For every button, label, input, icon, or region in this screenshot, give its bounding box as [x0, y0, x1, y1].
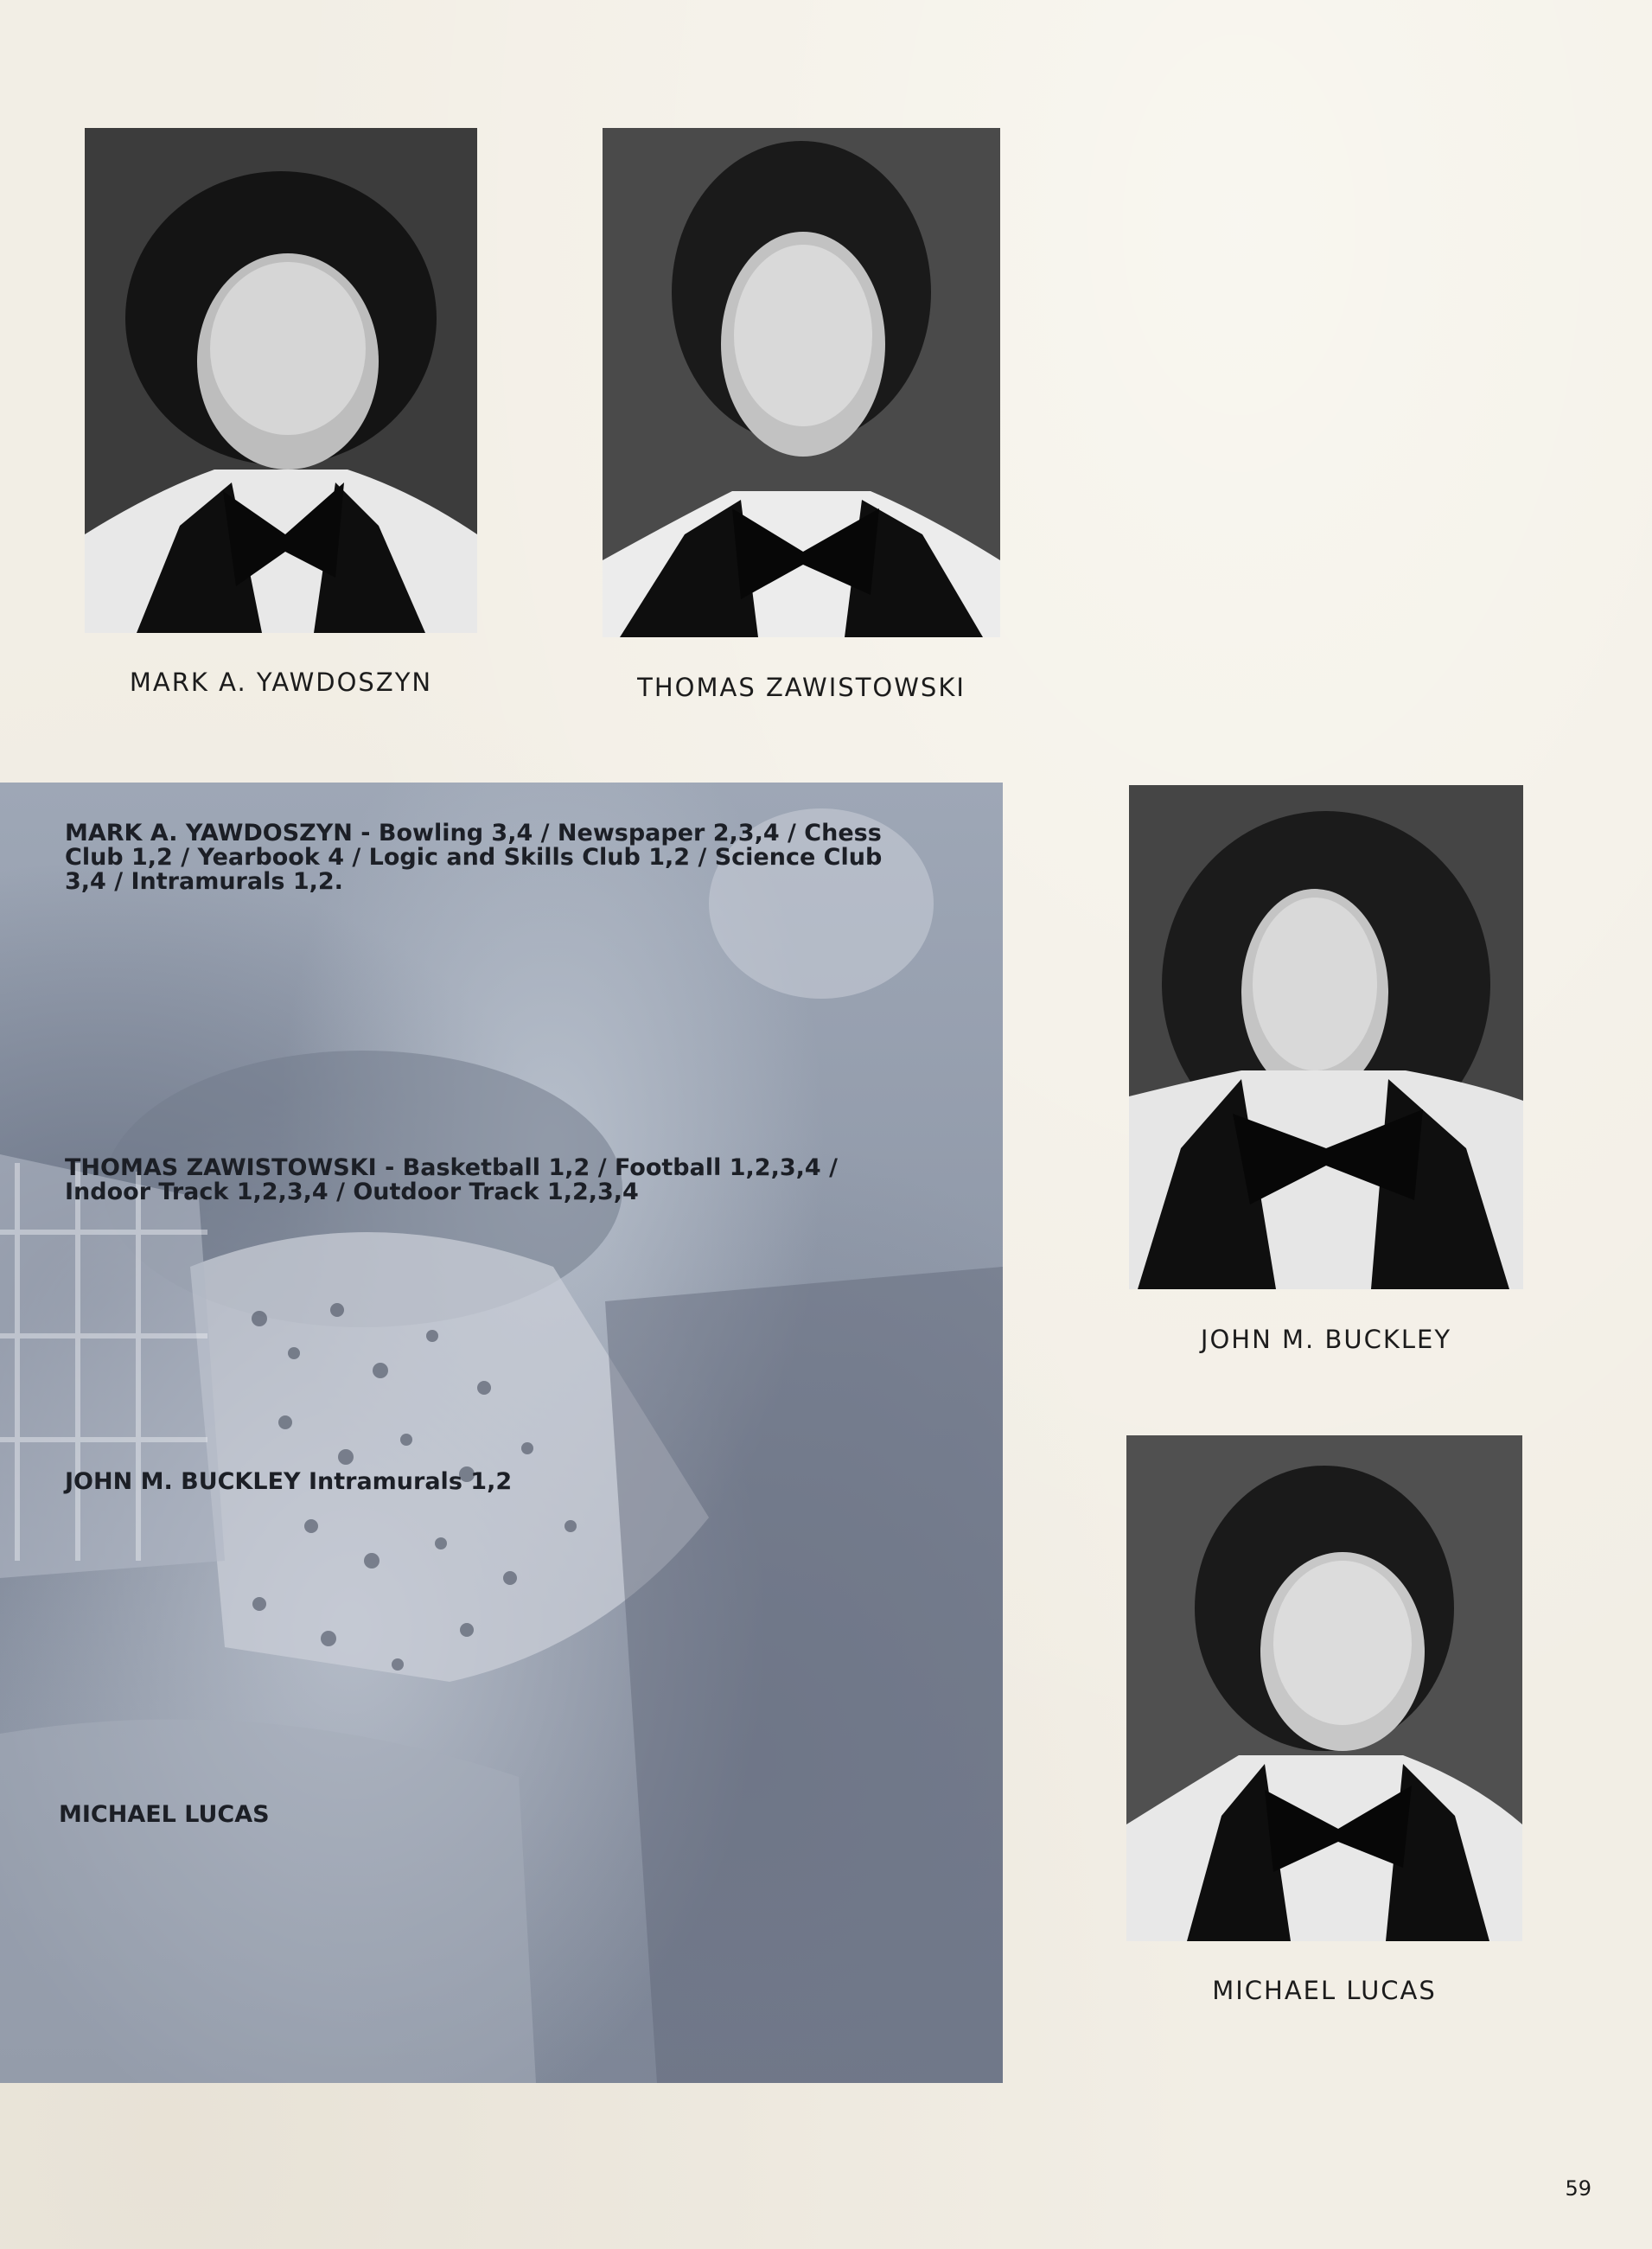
- portrait-photo-buckley: [1129, 785, 1523, 1289]
- activity-text-yawdoszyn: MARK A. YAWDOSZYN - Bowling 3,4 / Newspaper 2,3,4 / Chess Club 1,2 / Yearbook 4 / Logic and Skills Club 1,2 / Science Club 3,4 / Intramurals 1,2.: [65, 820, 883, 895]
- portrait-photo-yawdoszyn: [85, 128, 477, 633]
- activity-text-lucas: MICHAEL LUCAS: [59, 1801, 270, 1828]
- portrait-caption: MARK A. YAWDOSZYN: [129, 668, 433, 697]
- portrait-caption: THOMAS ZAWISTOWSKI: [637, 673, 966, 702]
- page-number: 59: [1565, 2176, 1591, 2201]
- candid-photo: [0, 783, 1003, 2083]
- portrait-caption: MICHAEL LUCAS: [1212, 1976, 1437, 2005]
- activity-text-zawistowski: THOMAS ZAWISTOWSKI - Basketball 1,2 / Football 1,2,3,4 / Indoor Track 1,2,3,4 / Outdoor Track 1,2,3,4: [65, 1154, 838, 1205]
- portrait-photo-lucas: [1126, 1435, 1522, 1941]
- portrait-caption: JOHN M. BUCKLEY: [1200, 1325, 1452, 1354]
- activity-text-buckley: JOHN M. BUCKLEY Intramurals 1,2: [65, 1468, 513, 1495]
- portrait-photo-zawistowski: [603, 128, 1000, 637]
